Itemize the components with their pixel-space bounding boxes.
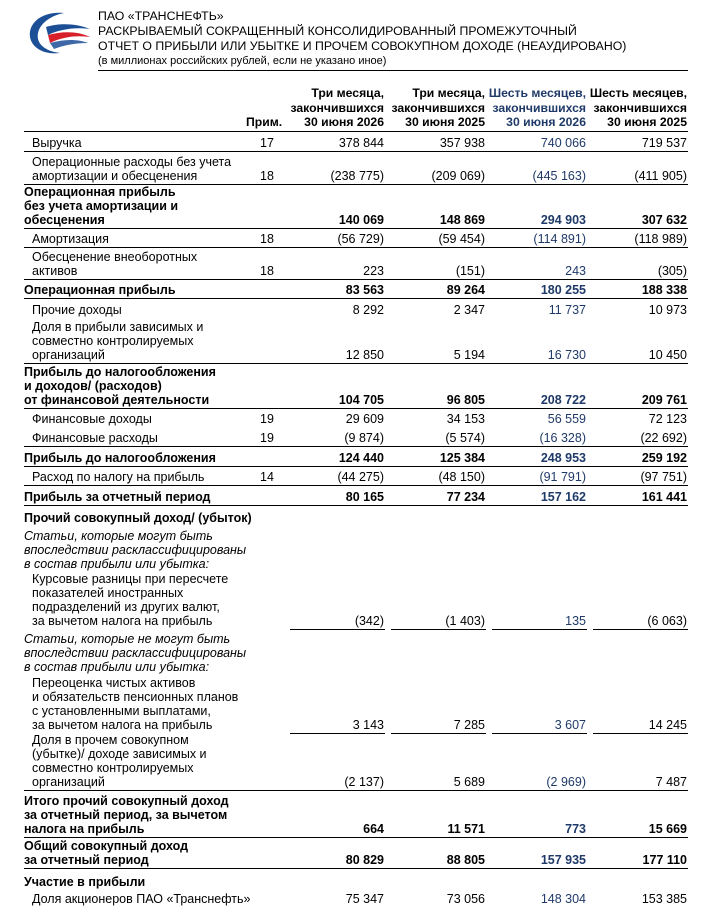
table-row — [24, 572, 688, 629]
table-row — [24, 890, 688, 907]
row-label: Участие в прибыли — [24, 875, 146, 889]
row-label: Операционная прибыль без учета амортизации и обесценения — [24, 185, 179, 227]
row-value-c3: 157 162 — [540, 490, 586, 504]
row-value-c4: 14 245 — [648, 718, 687, 732]
row-value-c4: 307 632 — [641, 213, 687, 227]
column-rule — [290, 629, 385, 630]
table-row — [24, 467, 688, 486]
row-value-c2: (48 150) — [438, 470, 485, 484]
row-value-c1: 80 165 — [345, 490, 384, 504]
row-value-c3: 248 953 — [540, 451, 586, 465]
table-row — [24, 792, 688, 838]
row-label: Операционная прибыль — [24, 283, 176, 297]
row-value-c2: (151) — [455, 264, 485, 278]
row-value-c1: (56 729) — [337, 232, 384, 246]
row-note: 18 — [260, 264, 274, 278]
row-value-c4: 7 487 — [655, 775, 687, 789]
row-value-c2: (209 069) — [431, 169, 485, 183]
row-value-c2: 34 153 — [446, 412, 485, 426]
row-label: Прочий совокупный доход/ (убыток) — [24, 511, 252, 525]
row-value-c4: 719 537 — [641, 136, 687, 150]
row-value-c4: (411 905) — [634, 169, 687, 183]
row-value-c1: 75 347 — [345, 892, 384, 906]
column-header-6m-2026: Шесть месяцев, закончившихся 30 июня 2026 — [488, 86, 586, 129]
row-label: Курсовые разницы при пересчете показателей иностранных подразделений из других валют, за вычетом налога на прибыль — [32, 572, 229, 628]
row-note: 19 — [260, 431, 274, 445]
header-rule — [98, 70, 688, 71]
row-value-c1: 664 — [363, 822, 384, 836]
row-label: Амортизация — [32, 232, 109, 246]
row-note: 17 — [260, 136, 274, 150]
row-value-c2: 5 689 — [453, 775, 485, 789]
table-row — [24, 184, 688, 229]
row-value-c2: 11 571 — [447, 822, 485, 836]
row-label: Расход по налогу на прибыль — [32, 470, 205, 484]
column-header-3m-2025: Три месяца, закончившихся 30 июня 2025 — [391, 86, 485, 129]
row-label: Финансовые доходы — [32, 412, 152, 426]
row-label: Статьи, которые могут быть впоследствии расклассифицированы в состав прибыли или убытка: — [24, 529, 247, 571]
row-label: Выручка — [32, 136, 82, 150]
row-label: Обесценение внеоборотных активов — [32, 250, 198, 278]
row-value-c1: 140 069 — [338, 213, 384, 227]
table-row — [24, 510, 688, 526]
table-row — [24, 838, 688, 869]
table-row — [24, 408, 688, 427]
row-label: Общий совокупный доход за отчетный период — [24, 839, 189, 867]
row-value-c1: 378 844 — [338, 136, 384, 150]
row-value-c4: 209 761 — [641, 393, 687, 407]
row-label: Операционные расходы без учета амортизации и обесценения — [32, 155, 232, 183]
row-value-c4: (97 751) — [640, 470, 687, 484]
column-header-6m-2025: Шесть месяцев, закончившихся 30 июня 2025 — [589, 86, 687, 129]
row-value-c3: (445 163) — [532, 169, 586, 183]
company-name: ПАО «ТРАНСНЕФТЬ» — [98, 9, 224, 23]
row-value-c2: (59 454) — [438, 232, 485, 246]
table-row — [24, 299, 688, 318]
row-label: Прибыль до налогообложения — [24, 451, 216, 465]
row-value-c1: 80 829 — [345, 853, 384, 867]
row-value-c3: 740 066 — [540, 136, 586, 150]
report-title-line1: РАСКРЫВАЕМЫЙ СОКРАЩЕННЫЙ КОНСОЛИДИРОВАННЫЙ ПРОМЕЖУТОЧНЫЙ — [98, 24, 577, 38]
table-row — [24, 428, 688, 447]
row-value-c2: 148 869 — [439, 213, 485, 227]
row-value-c1: (342) — [354, 614, 384, 628]
row-value-c3: 157 935 — [540, 853, 586, 867]
row-value-c3: 243 — [565, 264, 586, 278]
row-value-c3: 773 — [565, 822, 586, 836]
table-row — [24, 675, 688, 733]
table-row — [24, 248, 688, 280]
row-value-c1: 223 — [363, 264, 384, 278]
row-value-c1: (2 137) — [344, 775, 384, 789]
row-value-c1: 8 292 — [352, 303, 384, 317]
column-rule — [391, 629, 486, 630]
row-value-c4: 177 110 — [642, 853, 687, 867]
row-value-c4: 259 192 — [641, 451, 687, 465]
table-row — [24, 152, 688, 185]
row-value-c3: 294 903 — [540, 213, 586, 227]
row-value-c1: 3 143 — [352, 718, 384, 732]
row-value-c2: 2 347 — [453, 303, 485, 317]
row-value-c4: 153 385 — [641, 892, 687, 906]
row-value-c4: 10 450 — [648, 348, 687, 362]
row-value-c1: 12 850 — [345, 348, 384, 362]
table-row — [24, 319, 688, 364]
row-value-c1: 124 440 — [338, 451, 384, 465]
row-value-c3: (114 891) — [533, 232, 586, 246]
row-value-c1: 83 563 — [345, 283, 384, 297]
row-label: Финансовые расходы — [32, 431, 158, 445]
table-row — [24, 279, 688, 299]
row-value-c3: (16 328) — [539, 431, 586, 445]
table-row — [24, 873, 688, 890]
table-row — [24, 447, 688, 467]
row-value-c2: (5 574) — [445, 431, 485, 445]
table-row — [24, 733, 688, 791]
row-value-c1: 104 705 — [338, 393, 384, 407]
table-row — [24, 528, 688, 572]
row-value-c4: 188 338 — [641, 283, 687, 297]
row-value-c2: 73 056 — [446, 892, 485, 906]
row-label: Прибыль за отчетный период — [24, 490, 211, 504]
row-label: Итого прочий совокупный доход за отчетный период, за вычетом налога на прибыль — [24, 794, 229, 836]
row-value-c4: 72 123 — [648, 412, 687, 426]
row-value-c4: (118 989) — [634, 232, 687, 246]
column-header-3m-2026: Три месяца, закончившихся 30 июня 2026 — [290, 86, 384, 129]
row-value-c2: 88 805 — [446, 853, 485, 867]
row-value-c3: 16 730 — [547, 348, 586, 362]
row-value-c1: (44 275) — [337, 470, 384, 484]
row-value-c4: (6 063) — [647, 614, 687, 628]
column-rule — [492, 629, 587, 630]
row-value-c3: 208 722 — [540, 393, 586, 407]
row-value-c2: 89 264 — [446, 283, 485, 297]
column-rule — [593, 629, 688, 630]
row-label: Переоценка чистых активов и обязательств пенсионных планов с установленными выплатами, за вычетом налога на прибыль — [32, 676, 239, 732]
table-row — [24, 486, 688, 506]
units-note: (в миллионах российских рублей, если не указано иное) — [98, 55, 387, 67]
table-row — [24, 631, 688, 675]
row-value-c4: 161 441 — [641, 490, 687, 504]
row-value-c2: 125 384 — [439, 451, 485, 465]
row-value-c4: (305) — [657, 264, 687, 278]
row-value-c3: 148 304 — [540, 892, 586, 906]
row-value-c2: 77 234 — [446, 490, 485, 504]
row-value-c1: (238 775) — [330, 169, 384, 183]
row-note: 18 — [260, 232, 274, 246]
row-value-c3: 56 559 — [547, 412, 586, 426]
table-row — [24, 363, 688, 409]
row-value-c2: (1 403) — [445, 614, 485, 628]
row-value-c3: 135 — [565, 614, 586, 628]
row-label: Статьи, которые не могут быть впоследствии расклассифицированы в состав прибыли или убытка: — [24, 632, 247, 674]
row-value-c1: 29 609 — [345, 412, 384, 426]
row-value-c2: 5 194 — [453, 348, 485, 362]
row-value-c3: 3 607 — [554, 718, 586, 732]
row-label: Прибыль до налогообложения и доходов/ (расходов) от финансовой деятельности — [24, 365, 216, 407]
table-row — [24, 132, 688, 152]
note-column-header: Прим. — [246, 115, 283, 129]
header-text — [98, 9, 626, 69]
transneft-logo — [24, 9, 92, 57]
row-value-c3: 180 255 — [540, 283, 586, 297]
row-value-c2: 96 805 — [446, 393, 485, 407]
table-row — [24, 228, 688, 248]
row-label: Доля акционеров ПАО «Транснефть» — [32, 892, 251, 906]
row-value-c4: (22 692) — [640, 431, 687, 445]
row-value-c1: (9 874) — [344, 431, 384, 445]
row-value-c2: 357 938 — [439, 136, 485, 150]
row-note: 19 — [260, 412, 274, 426]
row-note: 18 — [260, 169, 274, 183]
row-value-c3: (2 969) — [546, 775, 586, 789]
row-value-c3: 11 737 — [548, 303, 586, 317]
row-label: Прочие доходы — [32, 303, 122, 317]
report-header — [0, 0, 711, 72]
row-value-c2: 7 285 — [453, 718, 485, 732]
row-value-c4: 10 973 — [648, 303, 687, 317]
row-note: 14 — [260, 470, 274, 484]
row-value-c4: 15 669 — [648, 822, 687, 836]
row-label: Доля в прочем совокупном (убытке)/ доходе зависимых и совместно контролируемых организаций — [32, 733, 207, 789]
report-title-line2: ОТЧЕТ О ПРИБЫЛИ ИЛИ УБЫТКЕ И ПРОЧЕМ СОВОКУПНОМ ДОХОДЕ (НЕАУДИРОВАНО) — [98, 39, 627, 53]
row-value-c3: (91 791) — [539, 470, 586, 484]
row-label: Доля в прибыли зависимых и совместно контролируемых организаций — [32, 320, 204, 362]
